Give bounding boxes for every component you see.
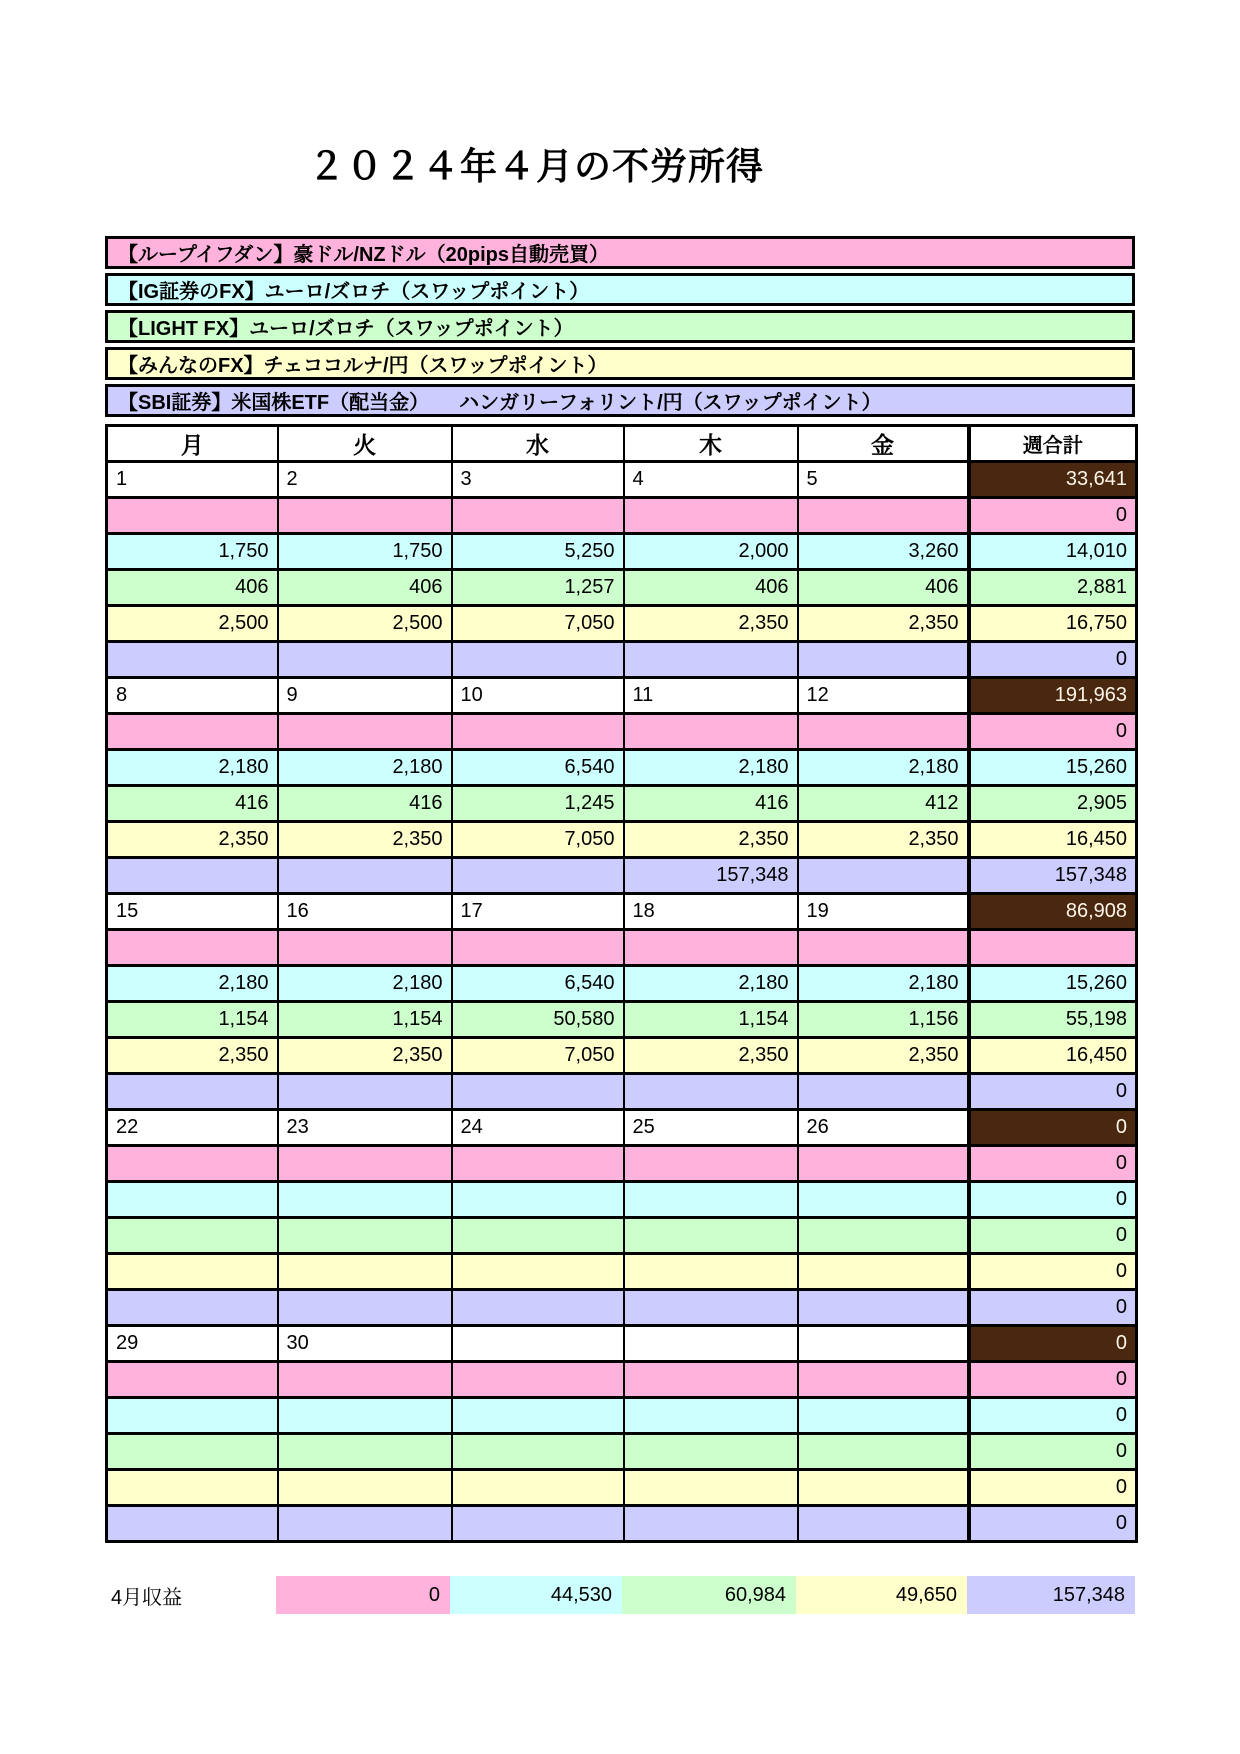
value-cell-minna-fx: 2,350: [798, 1038, 969, 1074]
value-cell-loop-ifudan: [798, 1146, 969, 1182]
legend-label-sbi-etf: 【SBI証券】米国株ETF（配当金） ハンガリーフォリント/円（スワップポイント）: [118, 392, 882, 414]
value-cell-sbi-etf: [624, 1074, 798, 1110]
value-cell-loop-ifudan: [798, 714, 969, 750]
week-1-total: 33,641: [969, 462, 1137, 498]
value-cell-ig-fx: 1,750: [107, 534, 278, 570]
day-cell: 3: [452, 462, 624, 498]
value-cell-minna-fx: 2,350: [107, 822, 278, 858]
value-cell-light-fx: 1,154: [278, 1002, 452, 1038]
value-cell-ig-fx: [278, 1182, 452, 1218]
day-cell: 29: [107, 1326, 278, 1362]
value-cell-light-fx: [278, 1218, 452, 1254]
value-cell-ig-fx: 2,000: [624, 534, 798, 570]
week-3-row-ig-fx: [107, 966, 1137, 1002]
value-cell-light-fx: 406: [624, 570, 798, 606]
value-cell-loop-ifudan: [107, 714, 278, 750]
value-cell-minna-fx: 2,500: [278, 606, 452, 642]
value-cell-ig-fx: [624, 1182, 798, 1218]
value-cell-light-fx: 416: [107, 786, 278, 822]
value-cell-sbi-etf: [107, 1290, 278, 1326]
value-cell-minna-fx: 2,350: [107, 1038, 278, 1074]
header-wednesday: 水: [452, 426, 624, 462]
week-5-row-minna-fx: [107, 1470, 1137, 1506]
value-cell-ig-fx: 2,180: [107, 750, 278, 786]
value-cell-minna-fx: 2,350: [798, 606, 969, 642]
monthly-total-minna-fx: 49,650: [796, 1576, 967, 1614]
week-5-row-light-fx: [107, 1434, 1137, 1470]
monthly-total-sbi-etf: 157,348: [967, 1576, 1135, 1614]
value-cell-sbi-etf: [798, 858, 969, 894]
week-2-row-loop-ifudan: [107, 714, 1137, 750]
week-4-row-minna-fx: [107, 1254, 1137, 1290]
row-total-light-fx: 2,881: [969, 570, 1137, 606]
value-cell-ig-fx: [798, 1398, 969, 1434]
value-cell-sbi-etf: [452, 1074, 624, 1110]
value-cell-loop-ifudan: [452, 930, 624, 966]
value-cell-ig-fx: 2,180: [798, 750, 969, 786]
week-3-row-loop-ifudan: [107, 930, 1137, 966]
week-2-row-sbi-etf: [107, 858, 1137, 894]
value-cell-loop-ifudan: [798, 930, 969, 966]
value-cell-loop-ifudan: [624, 714, 798, 750]
legend-item-ig-fx: [105, 273, 1135, 306]
row-total-ig-fx: 0: [969, 1182, 1137, 1218]
week-1-day-row: [107, 462, 1137, 498]
day-cell: 12: [798, 678, 969, 714]
value-cell-ig-fx: 1,750: [278, 534, 452, 570]
row-total-loop-ifudan: 0: [969, 498, 1137, 534]
value-cell-loop-ifudan: [278, 1362, 452, 1398]
day-cell: 1: [107, 462, 278, 498]
row-total-sbi-etf: 0: [969, 642, 1137, 678]
week-5-row-sbi-etf: [107, 1506, 1137, 1542]
row-total-loop-ifudan: 0: [969, 1362, 1137, 1398]
value-cell-sbi-etf: [624, 642, 798, 678]
day-cell: 2: [278, 462, 452, 498]
legend-item-loop-ifudan: [105, 236, 1135, 269]
value-cell-sbi-etf: 157,348: [624, 858, 798, 894]
week-1-row-minna-fx: [107, 606, 1137, 642]
value-cell-minna-fx: [452, 1254, 624, 1290]
value-cell-ig-fx: 2,180: [278, 966, 452, 1002]
value-cell-minna-fx: 7,050: [452, 822, 624, 858]
value-cell-ig-fx: 6,540: [452, 750, 624, 786]
week-1-row-light-fx: [107, 570, 1137, 606]
value-cell-sbi-etf: [107, 1074, 278, 1110]
value-cell-ig-fx: [107, 1398, 278, 1434]
week-4-row-ig-fx: [107, 1182, 1137, 1218]
value-cell-sbi-etf: [452, 1506, 624, 1542]
day-cell: [624, 1326, 798, 1362]
value-cell-sbi-etf: [107, 642, 278, 678]
value-cell-sbi-etf: [107, 1506, 278, 1542]
value-cell-ig-fx: 2,180: [798, 966, 969, 1002]
row-total-minna-fx: 16,750: [969, 606, 1137, 642]
value-cell-ig-fx: 2,180: [624, 750, 798, 786]
value-cell-loop-ifudan: [107, 1146, 278, 1182]
value-cell-minna-fx: 2,350: [278, 1038, 452, 1074]
day-cell: 10: [452, 678, 624, 714]
week-3-row-minna-fx: [107, 1038, 1137, 1074]
value-cell-ig-fx: [452, 1398, 624, 1434]
header-tuesday: 火: [278, 426, 452, 462]
calendar-table: [105, 424, 1138, 1543]
value-cell-light-fx: [107, 1434, 278, 1470]
day-cell: 24: [452, 1110, 624, 1146]
value-cell-light-fx: 412: [798, 786, 969, 822]
value-cell-minna-fx: 7,050: [452, 1038, 624, 1074]
monthly-total-label: 4月収益: [111, 1586, 183, 1609]
week-3-row-sbi-etf: [107, 1074, 1137, 1110]
value-cell-minna-fx: [107, 1470, 278, 1506]
day-cell: 30: [278, 1326, 452, 1362]
legend: [105, 236, 1135, 421]
legend-item-minna-fx: [105, 347, 1135, 380]
row-total-ig-fx: 0: [969, 1398, 1137, 1434]
week-1-row-ig-fx: [107, 534, 1137, 570]
day-cell: 4: [624, 462, 798, 498]
value-cell-ig-fx: [278, 1398, 452, 1434]
value-cell-loop-ifudan: [107, 498, 278, 534]
value-cell-loop-ifudan: [278, 930, 452, 966]
value-cell-sbi-etf: [452, 1290, 624, 1326]
week-2-total: 191,963: [969, 678, 1137, 714]
value-cell-loop-ifudan: [624, 498, 798, 534]
week-2-day-row: [107, 678, 1137, 714]
row-total-sbi-etf: 0: [969, 1290, 1137, 1326]
value-cell-sbi-etf: [452, 858, 624, 894]
value-cell-light-fx: 416: [278, 786, 452, 822]
row-total-loop-ifudan: 0: [969, 714, 1137, 750]
row-total-minna-fx: 0: [969, 1470, 1137, 1506]
monthly-summary: [105, 1576, 1135, 1614]
value-cell-sbi-etf: [624, 1506, 798, 1542]
week-1-row-sbi-etf: [107, 642, 1137, 678]
calendar-body: [107, 462, 1137, 1542]
day-cell: 9: [278, 678, 452, 714]
value-cell-light-fx: [452, 1218, 624, 1254]
value-cell-loop-ifudan: [798, 1362, 969, 1398]
value-cell-sbi-etf: [107, 858, 278, 894]
value-cell-light-fx: 406: [107, 570, 278, 606]
legend-label-ig-fx: 【IG証券のFX】ユーロ/ズロチ（スワップポイント）: [118, 281, 590, 303]
row-total-ig-fx: 14,010: [969, 534, 1137, 570]
value-cell-loop-ifudan: [624, 1362, 798, 1398]
legend-label-light-fx: 【LIGHT FX】ユーロ/ズロチ（スワップポイント）: [118, 318, 574, 340]
legend-item-sbi-etf: [105, 384, 1135, 417]
value-cell-light-fx: [278, 1434, 452, 1470]
row-total-sbi-etf: 157,348: [969, 858, 1137, 894]
value-cell-ig-fx: [798, 1182, 969, 1218]
value-cell-minna-fx: 7,050: [452, 606, 624, 642]
week-5-row-ig-fx: [107, 1398, 1137, 1434]
value-cell-ig-fx: [107, 1182, 278, 1218]
page-title: ２０２４年４月の不労所得: [308, 146, 764, 187]
value-cell-light-fx: [624, 1218, 798, 1254]
value-cell-ig-fx: 6,540: [452, 966, 624, 1002]
value-cell-light-fx: 406: [798, 570, 969, 606]
value-cell-ig-fx: 5,250: [452, 534, 624, 570]
value-cell-sbi-etf: [278, 1506, 452, 1542]
monthly-total-light-fx: 60,984: [622, 1576, 796, 1614]
day-cell: 5: [798, 462, 969, 498]
value-cell-light-fx: 1,154: [624, 1002, 798, 1038]
row-total-loop-ifudan: 0: [969, 1146, 1137, 1182]
value-cell-loop-ifudan: [798, 498, 969, 534]
header-monday: 月: [107, 426, 278, 462]
week-4-total: 0: [969, 1110, 1137, 1146]
day-cell: 25: [624, 1110, 798, 1146]
value-cell-loop-ifudan: [624, 930, 798, 966]
value-cell-minna-fx: 2,350: [624, 1038, 798, 1074]
calendar-header-row: [107, 426, 1137, 462]
day-cell: 23: [278, 1110, 452, 1146]
day-cell: 22: [107, 1110, 278, 1146]
week-2-row-ig-fx: [107, 750, 1137, 786]
value-cell-ig-fx: [624, 1398, 798, 1434]
day-cell: [452, 1326, 624, 1362]
header-week-total: 週合計: [969, 426, 1137, 462]
value-cell-ig-fx: [452, 1182, 624, 1218]
value-cell-loop-ifudan: [278, 498, 452, 534]
value-cell-minna-fx: [107, 1254, 278, 1290]
value-cell-sbi-etf: [278, 1290, 452, 1326]
week-5-total: 0: [969, 1326, 1137, 1362]
header-friday: 金: [798, 426, 969, 462]
week-5-day-row: [107, 1326, 1137, 1362]
week-2-row-light-fx: [107, 786, 1137, 822]
legend-label-minna-fx: 【みんなのFX】チェココルナ/円（スワップポイント）: [118, 355, 608, 377]
value-cell-sbi-etf: [278, 858, 452, 894]
value-cell-light-fx: 1,245: [452, 786, 624, 822]
row-total-light-fx: 0: [969, 1218, 1137, 1254]
value-cell-loop-ifudan: [452, 1146, 624, 1182]
monthly-total-loop-ifudan: 0: [276, 1576, 450, 1614]
row-total-minna-fx: 16,450: [969, 1038, 1137, 1074]
week-2-row-minna-fx: [107, 822, 1137, 858]
value-cell-sbi-etf: [798, 1290, 969, 1326]
value-cell-loop-ifudan: [624, 1146, 798, 1182]
row-total-light-fx: 55,198: [969, 1002, 1137, 1038]
value-cell-minna-fx: [624, 1470, 798, 1506]
value-cell-light-fx: [452, 1434, 624, 1470]
day-cell: 18: [624, 894, 798, 930]
week-4-row-light-fx: [107, 1218, 1137, 1254]
legend-label-loop-ifudan: 【ループイフダン】豪ドル/NZドル（20pips自動売買）: [118, 244, 609, 266]
value-cell-loop-ifudan: [278, 714, 452, 750]
day-cell: 16: [278, 894, 452, 930]
value-cell-light-fx: [107, 1218, 278, 1254]
value-cell-ig-fx: 3,260: [798, 534, 969, 570]
header-thursday: 木: [624, 426, 798, 462]
value-cell-loop-ifudan: [107, 1362, 278, 1398]
day-cell: [798, 1326, 969, 1362]
row-total-minna-fx: 0: [969, 1254, 1137, 1290]
value-cell-ig-fx: 2,180: [107, 966, 278, 1002]
value-cell-light-fx: 406: [278, 570, 452, 606]
value-cell-minna-fx: [624, 1254, 798, 1290]
value-cell-minna-fx: [798, 1470, 969, 1506]
row-total-light-fx: 2,905: [969, 786, 1137, 822]
week-3-row-light-fx: [107, 1002, 1137, 1038]
row-total-sbi-etf: 0: [969, 1506, 1137, 1542]
week-1-row-loop-ifudan: [107, 498, 1137, 534]
day-cell: 15: [107, 894, 278, 930]
value-cell-sbi-etf: [798, 642, 969, 678]
week-4-day-row: [107, 1110, 1137, 1146]
value-cell-minna-fx: 2,350: [624, 822, 798, 858]
day-cell: 17: [452, 894, 624, 930]
value-cell-light-fx: [798, 1434, 969, 1470]
day-cell: 26: [798, 1110, 969, 1146]
value-cell-loop-ifudan: [452, 1362, 624, 1398]
value-cell-minna-fx: 2,350: [278, 822, 452, 858]
week-4-row-loop-ifudan: [107, 1146, 1137, 1182]
value-cell-minna-fx: 2,350: [624, 606, 798, 642]
day-cell: 8: [107, 678, 278, 714]
value-cell-light-fx: 1,257: [452, 570, 624, 606]
week-3-day-row: [107, 894, 1137, 930]
value-cell-loop-ifudan: [452, 714, 624, 750]
value-cell-minna-fx: 2,350: [798, 822, 969, 858]
value-cell-ig-fx: 2,180: [624, 966, 798, 1002]
row-total-minna-fx: 16,450: [969, 822, 1137, 858]
value-cell-loop-ifudan: [107, 930, 278, 966]
value-cell-sbi-etf: [452, 642, 624, 678]
value-cell-minna-fx: [278, 1254, 452, 1290]
row-total-ig-fx: 15,260: [969, 750, 1137, 786]
week-3-total: 86,908: [969, 894, 1137, 930]
value-cell-minna-fx: 2,500: [107, 606, 278, 642]
row-total-ig-fx: 15,260: [969, 966, 1137, 1002]
value-cell-light-fx: 1,156: [798, 1002, 969, 1038]
row-total-loop-ifudan: [969, 930, 1137, 966]
row-total-light-fx: 0: [969, 1434, 1137, 1470]
value-cell-minna-fx: [452, 1470, 624, 1506]
value-cell-light-fx: 50,580: [452, 1002, 624, 1038]
day-cell: 19: [798, 894, 969, 930]
week-4-row-sbi-etf: [107, 1290, 1137, 1326]
value-cell-sbi-etf: [798, 1506, 969, 1542]
value-cell-sbi-etf: [278, 642, 452, 678]
week-5-row-loop-ifudan: [107, 1362, 1137, 1398]
value-cell-minna-fx: [278, 1470, 452, 1506]
legend-item-light-fx: [105, 310, 1135, 343]
value-cell-light-fx: 416: [624, 786, 798, 822]
value-cell-minna-fx: [798, 1254, 969, 1290]
monthly-total-ig-fx: 44,530: [450, 1576, 622, 1614]
value-cell-sbi-etf: [278, 1074, 452, 1110]
value-cell-light-fx: [798, 1218, 969, 1254]
value-cell-loop-ifudan: [278, 1146, 452, 1182]
row-total-sbi-etf: 0: [969, 1074, 1137, 1110]
value-cell-sbi-etf: [798, 1074, 969, 1110]
day-cell: 11: [624, 678, 798, 714]
value-cell-sbi-etf: [624, 1290, 798, 1326]
value-cell-light-fx: 1,154: [107, 1002, 278, 1038]
value-cell-light-fx: [624, 1434, 798, 1470]
value-cell-ig-fx: 2,180: [278, 750, 452, 786]
value-cell-loop-ifudan: [452, 498, 624, 534]
